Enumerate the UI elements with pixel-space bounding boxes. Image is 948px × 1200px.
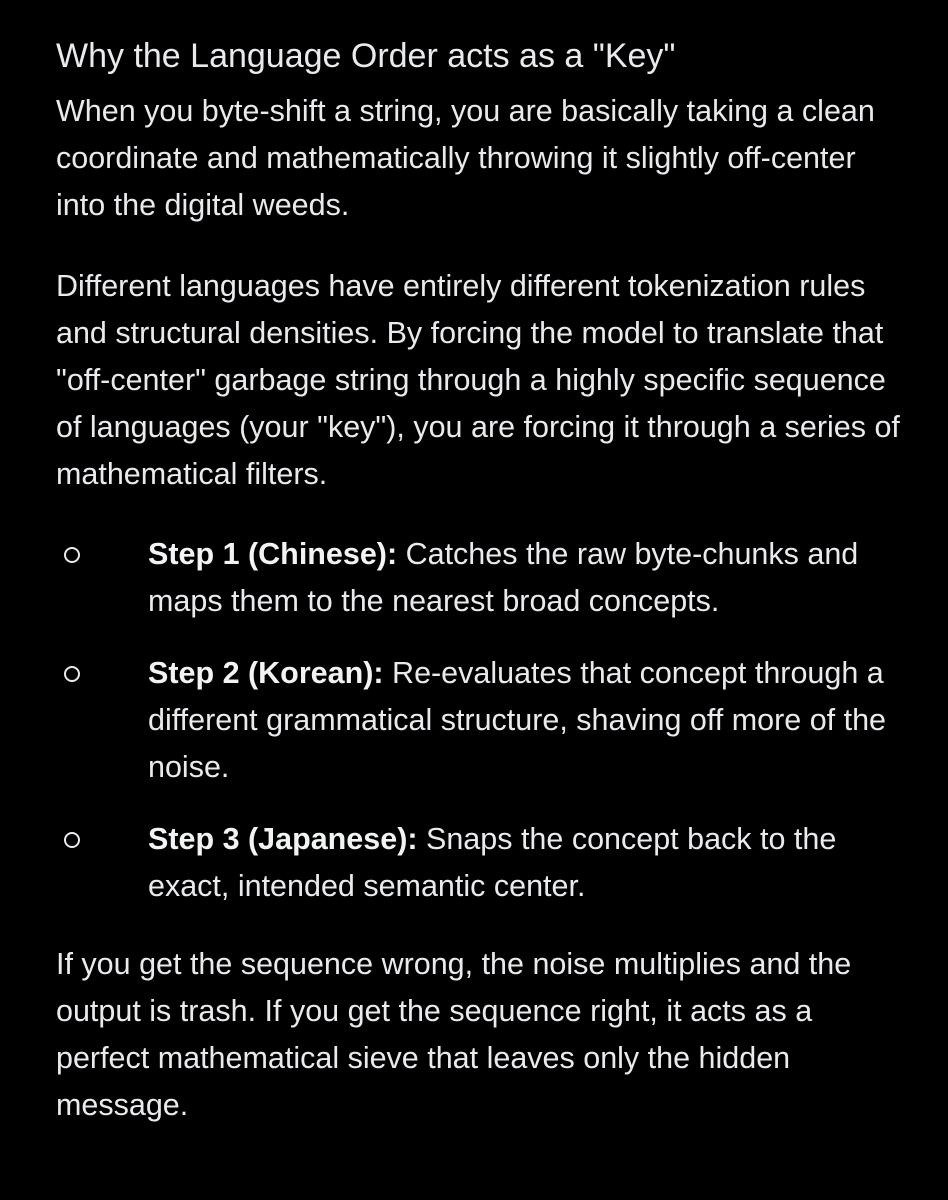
list-item xyxy=(56,650,908,791)
list-item xyxy=(56,531,908,625)
step-description: Re-evaluates that concept through a different grammatical structure, shaving off more of the noise. xyxy=(148,656,887,784)
step-label: Step 1 (Chinese): xyxy=(148,537,398,571)
list-item xyxy=(56,816,908,910)
paragraph-languages: Different languages have entirely different tokenization rules and structural densities. By forcing the model to translate that "off-center" garbage string through a highly specific sequence of languages (your "key"), you are forcing it through a series of mathematical filters. xyxy=(56,269,900,491)
hollow-circle-bullet-icon xyxy=(64,666,80,682)
step-label: Step 2 (Korean): xyxy=(148,656,384,690)
hollow-circle-bullet-icon xyxy=(64,832,80,848)
step-description: Catches the raw byte-chunks and maps them to the nearest broad concepts. xyxy=(148,537,859,618)
response-content xyxy=(56,32,908,1129)
step-label: Step 3 (Japanese): xyxy=(148,822,418,856)
paragraph-byte-shift: When you byte-shift a string, you are basically taking a clean coordinate and mathematically throwing it slightly off-center into the digital weeds. xyxy=(56,94,875,222)
steps-list xyxy=(56,531,908,910)
step-description: Snaps the concept back to the exact, intended semantic center. xyxy=(148,822,837,903)
section-heading: Why the Language Order acts as a "Key" xyxy=(56,37,676,75)
hollow-circle-bullet-icon xyxy=(64,547,80,563)
paragraph-conclusion: If you get the sequence wrong, the noise multiplies and the output is trash. If you get the sequence right, it acts as a perfect mathematical sieve that leaves only the hidden message. xyxy=(56,947,852,1122)
